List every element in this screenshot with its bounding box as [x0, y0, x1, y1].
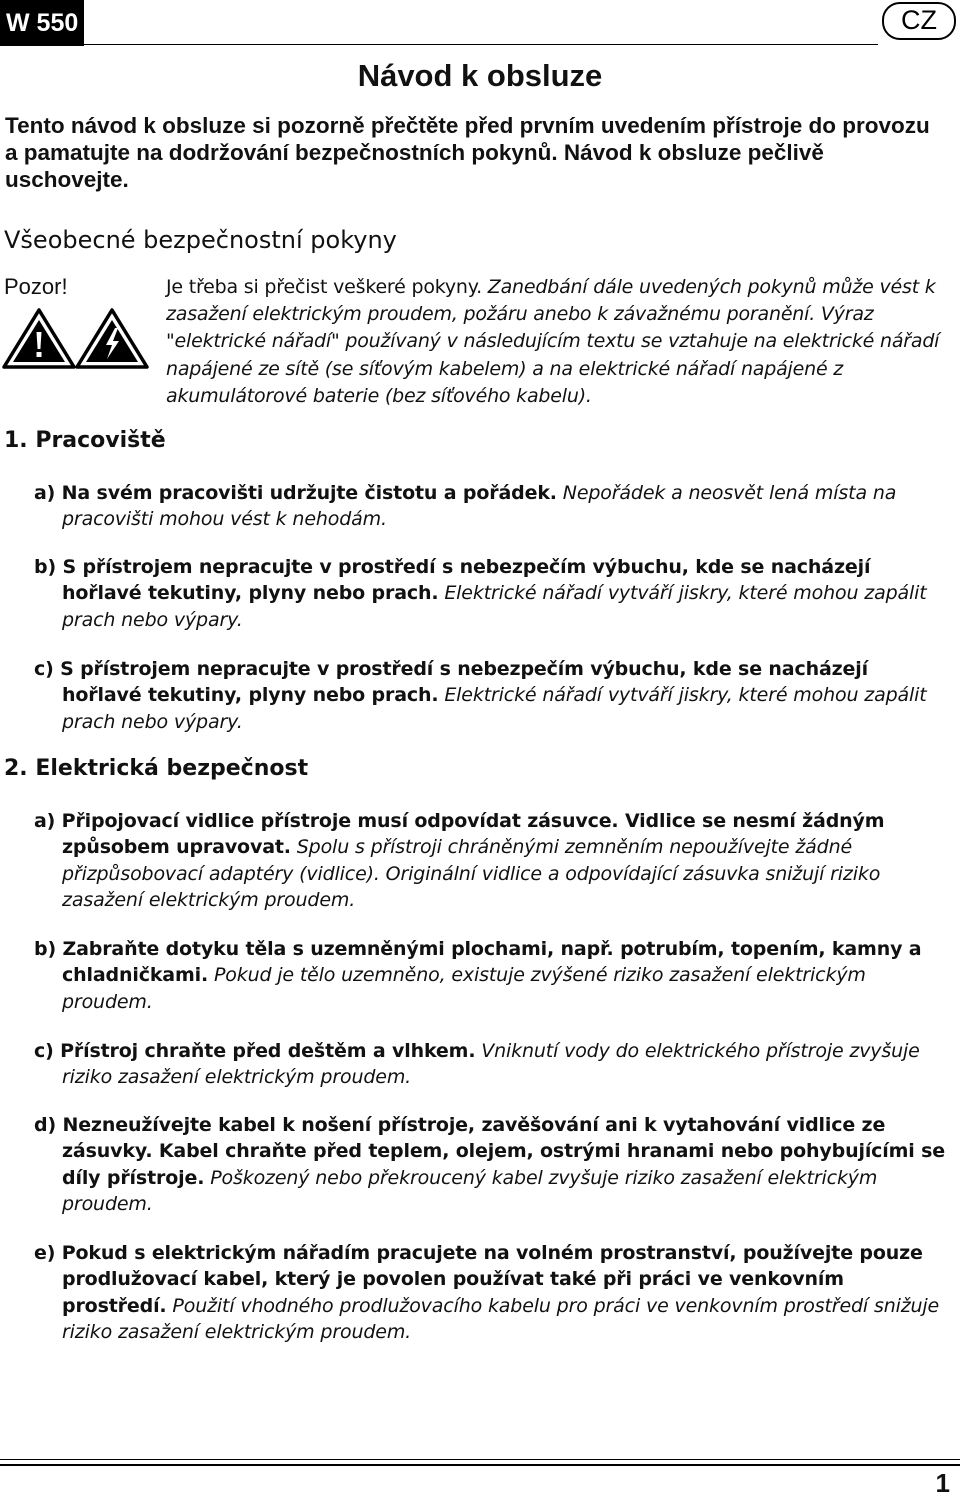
- rule-bold: e) Pokud s elektrickým nářadím pracujete na volném prostranství, používejte pouze prodlužovací kabel, který je povolen používat také při práci ve venkovním prostředí.: [34, 1242, 923, 1317]
- intro-paragraph: Tento návod k obsluze si pozorně přečtěte před prvním uvedením přístroje do provozu a pamatujte na dodržování bezpečnostních pokynů. Návod k obsluze pečlivě uschovejte.: [5, 113, 930, 192]
- high-voltage-triangle-icon: [77, 310, 147, 367]
- language-badge: CZ: [882, 2, 956, 40]
- rule-item: [34, 480, 952, 533]
- warning-text: [166, 274, 946, 410]
- rule-bold: a) Připojovací vidlice přístroje musí odpovídat zásuvce. Vidlice se nesmí žádným způsobem upravovat.: [34, 810, 885, 859]
- rule-bold: b) Zabraňte dotyku těla s uzemněnými plochami, např. potrubím, topením, kamny a chladničkami.: [34, 938, 922, 987]
- rule-bold: d) Nezneužívejte kabel k nošení přístroje, zavěšování ani k vytahování vidlice ze zásuvky. Kabel chraňte před teplem, olejem, ostrými hranami nebo pohybujícími se díly přístroje.: [34, 1114, 946, 1189]
- rule-italic: Nepořádek a neosvět lená místa na pracovišti mohou vést k nehodám.: [62, 482, 897, 531]
- rule-item: [34, 1112, 952, 1218]
- rule-italic: Spolu s přístroji chráněnými zemněním nepoužívejte žádné přizpůsobovací adaptéry (vidlice). Originální vidlice a odpovídající zásuvka snižují riziko zasažení elektrickým proudem.: [62, 836, 881, 912]
- footer-rule: [0, 1459, 960, 1460]
- warning-text-italic: Zanedbání dále uvedených pokynů může vést k zasažení elektrickým proudem, požáru anebo k závažnému poranění. Výraz "elektrické nářadí" používaný v následujícím textu se vztahuje na elektrické nářadí napájené ze sítě (se síťovým kabelem) a na elektrické nářadí napájené z akumulátorové baterie (bez síťového kabelu).: [166, 276, 940, 407]
- page-title: Návod k obsluze: [357, 58, 603, 93]
- exclamation-triangle-icon: [4, 310, 74, 367]
- general-safety-title: Všeobecné bezpečnostní pokyny: [4, 226, 397, 254]
- page-number: 1: [935, 1468, 950, 1498]
- rule-bold: c) S přístrojem nepracujte v prostředí s nebezpečím výbuchu, kde se nacházejí hořlavé tekutiny, plyny nebo prach.: [34, 658, 868, 707]
- rule-italic: Elektrické nářadí vytváří jiskry, které mohou zapálit prach nebo výpary.: [62, 684, 927, 733]
- rule-item: [34, 808, 957, 914]
- section-heading-workplace: 1. Pracoviště: [4, 428, 166, 453]
- rule-bold: a) Na svém pracovišti udržujte čistotu a pořádek.: [34, 482, 557, 504]
- rule-bold: b) S přístrojem nepracujte v prostředí s nebezpečím výbuchu, kde se nacházejí hořlavé tekutiny, plyny nebo prach.: [34, 556, 871, 605]
- rule-italic: Pokud je tělo uzemněno, existuje zvýšené riziko zasažení elektrickým proudem.: [62, 964, 866, 1013]
- rule-italic: Poškozený nebo překroucený kabel zvyšuje riziko zasažení elektrickým proudem.: [62, 1166, 878, 1216]
- rule-item: [34, 554, 952, 633]
- rule-italic: Elektrické nářadí vytváří jiskry, které mohou zapálit prach nebo výpary.: [62, 582, 927, 631]
- model-badge: W 550: [0, 0, 84, 46]
- header-rule: [84, 44, 878, 45]
- rule-italic: Použití vhodného prodlužovacího kabelu pro práci ve venkovním prostředí snižuje riziko zasažení elektrickým proudem.: [62, 1294, 940, 1344]
- rule-italic: Vniknutí vody do elektrického přístroje zvyšuje riziko zasažení elektrickým proudem.: [62, 1040, 920, 1089]
- rule-bold: c) Přístroj chraňte před deštěm a vlhkem.: [34, 1040, 476, 1062]
- rule-item: [34, 936, 952, 1015]
- section-heading-electrical-safety: 2. Elektrická bezpečnost: [4, 756, 309, 781]
- rule-item: [34, 656, 952, 735]
- rule-item: [34, 1038, 952, 1091]
- warning-signs: [2, 308, 152, 374]
- warning-label: Pozor!: [4, 274, 68, 299]
- rule-item: [34, 1240, 952, 1346]
- warning-text-regular: Je třeba si přečist veškeré pokyny.: [166, 276, 482, 298]
- footer-rule-thick: [0, 1464, 960, 1466]
